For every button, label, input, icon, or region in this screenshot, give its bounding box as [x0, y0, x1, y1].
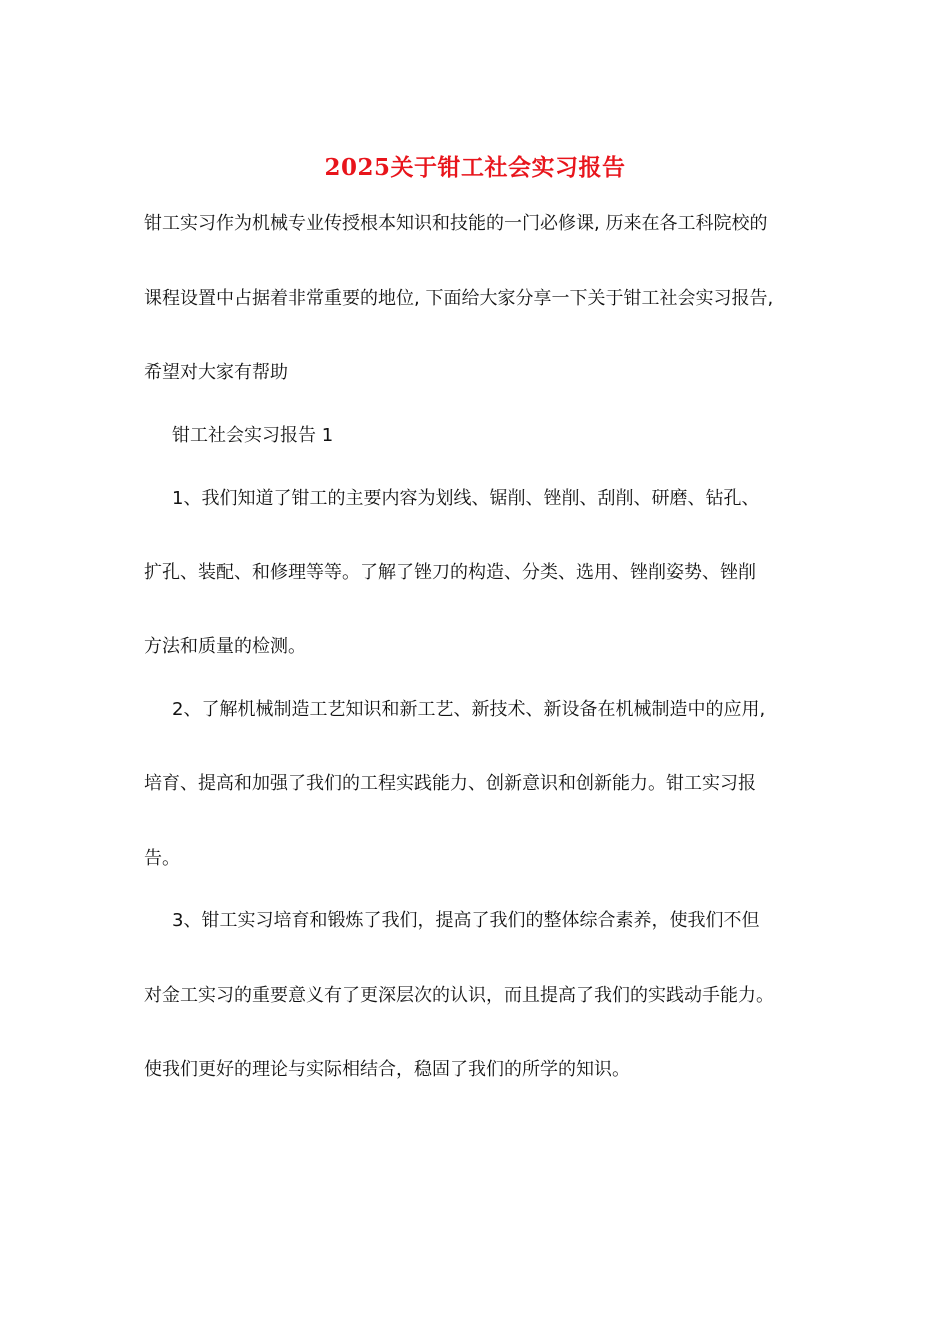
- item-3-line-2: 对金工实习的重要意义有了更深层次的认识，而且提高了我们的实践动手能力。: [144, 985, 774, 1006]
- item-2-line-3: 告。: [144, 848, 180, 869]
- item-1-line-3: 方法和质量的检测。: [144, 636, 306, 657]
- item-3-line-1: 3、钳工实习培育和锻炼了我们，提高了我们的整体综合素养，使我们不但: [172, 910, 760, 931]
- item-2-line-1: 2、了解机械制造工艺知识和新工艺、新技术、新设备在机械制造中的应用,: [172, 699, 766, 720]
- item-1-line-1: 1、我们知道了钳工的主要内容为划线、锯削、锉削、刮削、研磨、钻孔、: [172, 488, 760, 509]
- item-1-line-2: 扩孔、装配、和修理等等。了解了锉刀的构造、分类、选用、锉削姿势、锉削: [144, 562, 756, 583]
- intro-line-2: 课程设置中占据着非常重要的地位, 下面给大家分享一下关于钳工社会实习报告,: [144, 288, 774, 309]
- intro-line-1: 钳工实习作为机械专业传授根本知识和技能的一门必修课, 历来在各工科院校的: [144, 213, 768, 234]
- intro-line-3: 希望对大家有帮助: [144, 362, 288, 383]
- item-3-line-3: 使我们更好的理论与实际相结合，稳固了我们的所学的知识。: [144, 1059, 630, 1080]
- document-title: 2025关于钳工社会实习报告: [324, 154, 626, 181]
- item-2-line-2: 培育、提高和加强了我们的工程实践能力、创新意识和创新能力。钳工实习报: [144, 773, 756, 794]
- section-heading: 钳工社会实习报告 1: [172, 425, 334, 446]
